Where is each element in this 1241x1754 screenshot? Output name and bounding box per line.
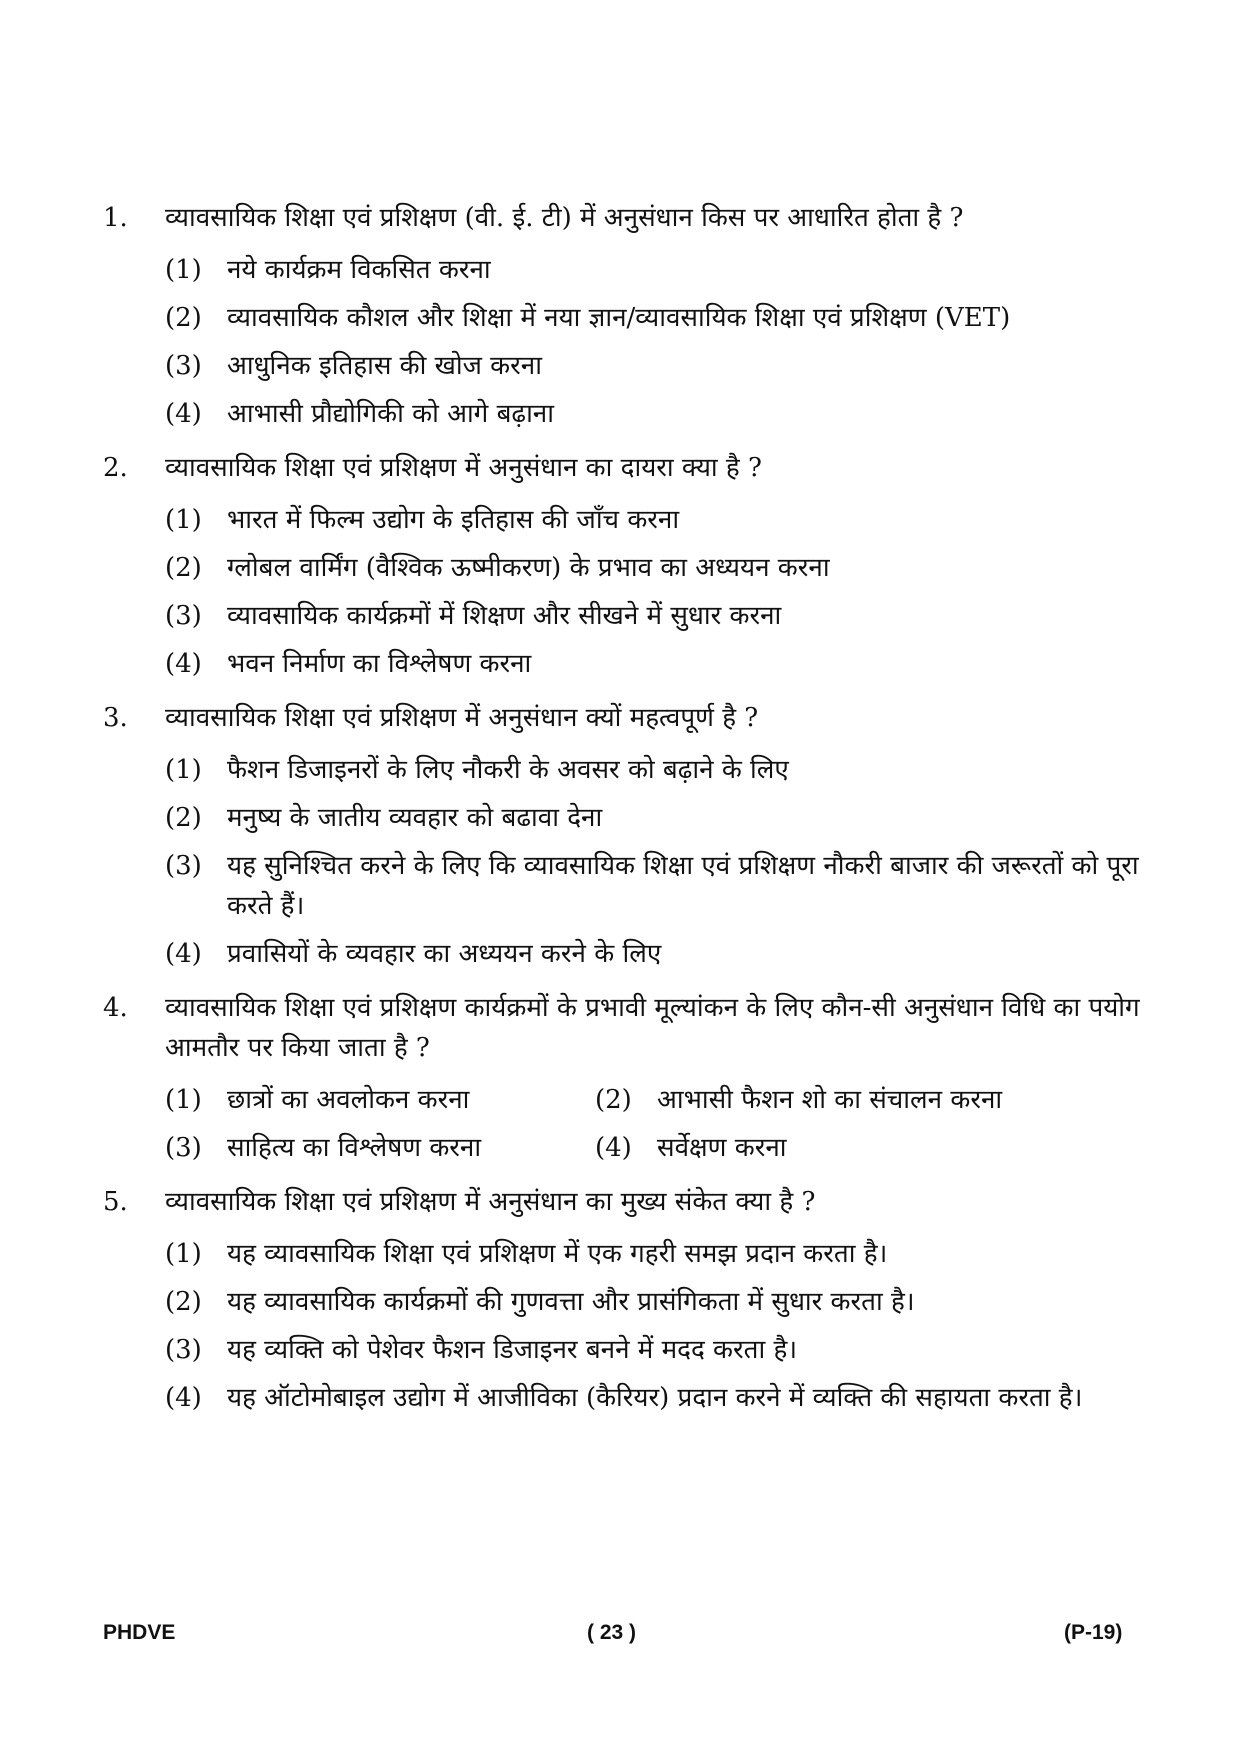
option-text: नये कार्यक्रम विकसित करना (227, 255, 491, 285)
page-number: ( 23 ) (587, 1621, 637, 1644)
option-number: (1) (165, 505, 202, 535)
option (165, 394, 1143, 434)
question-4 (103, 988, 1143, 1168)
question-text: व्यावसायिक शिक्षा एवं प्रशिक्षण कार्यक्रमों के प्रभावी मूल्यांकन के लिए कौन-सी अनुसंधान विधि का पयोग आमतौर पर किया जाता है ? (165, 993, 1140, 1063)
option-number: (1) (165, 1239, 202, 1269)
question-text: व्यावसायिक शिक्षा एवं प्रशिक्षण में अनुसंधान का मुख्य संकेत क्या है ? (165, 1187, 816, 1217)
option (165, 1080, 595, 1120)
option-text: यह व्यावसायिक शिक्षा एवं प्रशिक्षण में एक गहरी समझ प्रदान करता है। (227, 1239, 888, 1269)
option-number: (2) (595, 1085, 632, 1115)
option-text: भवन निर्माण का विश्लेषण करना (227, 649, 532, 679)
option-text: यह व्यावसायिक कार्यक्रमों की गुणवत्ता और प्रासंगिकता में सुधार करता है। (227, 1287, 915, 1317)
option (165, 644, 1143, 684)
question-list (103, 198, 1143, 1432)
option-number: (1) (165, 255, 202, 285)
question-number: 4. (103, 993, 128, 1023)
question-number: 2. (103, 453, 128, 483)
option (165, 1330, 1143, 1370)
option (165, 346, 1143, 386)
option-number: (4) (165, 399, 202, 429)
option-number: (2) (165, 303, 202, 333)
option-text: ग्लोबल वार्मिंग (वैश्विक ऊष्मीकरण) के प्रभाव का अध्ययन करना (227, 553, 830, 583)
option-grid (165, 1080, 1143, 1168)
option-text: भारत में फिल्म उद्योग के इतिहास की जाँच करना (227, 505, 680, 535)
option-number: (3) (165, 1133, 202, 1163)
option (165, 798, 1143, 838)
option (165, 250, 1143, 290)
option-text: छात्रों का अवलोकन करना (227, 1085, 470, 1115)
question-2 (103, 448, 1143, 684)
option (595, 1080, 1025, 1120)
option (165, 548, 1143, 588)
option-number: (4) (595, 1133, 632, 1163)
option-number: (4) (165, 649, 202, 679)
option-number: (2) (165, 803, 202, 833)
option-text: आधुनिक इतिहास की खोज करना (227, 351, 542, 381)
option-text: फैशन डिजाइनरों के लिए नौकरी के अवसर को बढ़ाने के लिए (227, 755, 789, 785)
question-1 (103, 198, 1143, 434)
series-code: (P-19) (1064, 1621, 1123, 1644)
question-number: 1. (103, 203, 128, 233)
option-text: सर्वेक्षण करना (657, 1133, 787, 1163)
paper-code: PHDVE (103, 1621, 176, 1644)
option-number: (3) (165, 1335, 202, 1365)
option-text: आभासी फैशन शो का संचालन करना (657, 1085, 1003, 1115)
question-number: 5. (103, 1187, 128, 1217)
option (165, 846, 1143, 926)
option-number: (2) (165, 553, 202, 583)
option-text: साहित्य का विश्लेषण करना (227, 1133, 482, 1163)
option (165, 1128, 595, 1168)
option (165, 1378, 1143, 1418)
option-number: (2) (165, 1287, 202, 1317)
question-text: व्यावसायिक शिक्षा एवं प्रशिक्षण में अनुसंधान क्यों महत्वपूर्ण है ? (165, 703, 759, 733)
option-text: यह ऑटोमोबाइल उद्योग में आजीविका (कैरियर) प्रदान करने में व्यक्ति की सहायता करता है। (227, 1383, 1083, 1413)
option (165, 934, 1143, 974)
option (165, 596, 1143, 636)
option-text: व्यावसायिक कौशल और शिक्षा में नया ज्ञान/व्यावसायिक शिक्षा एवं प्रशिक्षण (VET) (227, 303, 1011, 333)
option-number: (1) (165, 1085, 202, 1115)
option-text: आभासी प्रौद्योगिकी को आगे बढ़ाना (227, 399, 554, 429)
option-text: यह व्यक्ति को पेशेवर फैशन डिजाइनर बनने में मदद करता है। (227, 1335, 798, 1365)
option (595, 1128, 1025, 1168)
question-text: व्यावसायिक शिक्षा एवं प्रशिक्षण (वी. ई. टी) में अनुसंधान किस पर आधारित होता है ? (165, 203, 964, 233)
question-number: 3. (103, 703, 128, 733)
option-number: (4) (165, 939, 202, 969)
option (165, 750, 1143, 790)
option (165, 1234, 1143, 1274)
option-number: (4) (165, 1383, 202, 1413)
question-5 (103, 1182, 1143, 1418)
option-number: (3) (165, 601, 202, 631)
option-number: (3) (165, 351, 202, 381)
option (165, 1282, 1143, 1322)
option-text: मनुष्य के जातीय व्यवहार को बढावा देना (227, 803, 603, 833)
option-text: यह सुनिश्चित करने के लिए कि व्यावसायिक शिक्षा एवं प्रशिक्षण नौकरी बाजार की जरूरतों को पूरा करते हैं। (227, 851, 1139, 921)
option (165, 500, 1143, 540)
question-3 (103, 698, 1143, 974)
option-text: प्रवासियों के व्यवहार का अध्ययन करने के लिए (227, 939, 662, 969)
option-number: (3) (165, 851, 202, 881)
option-number: (1) (165, 755, 202, 785)
question-text: व्यावसायिक शिक्षा एवं प्रशिक्षण में अनुसंधान का दायरा क्या है ? (165, 453, 762, 483)
option-text: व्यावसायिक कार्यक्रमों में शिक्षण और सीखने में सुधार करना (227, 601, 782, 631)
option (165, 298, 1143, 338)
